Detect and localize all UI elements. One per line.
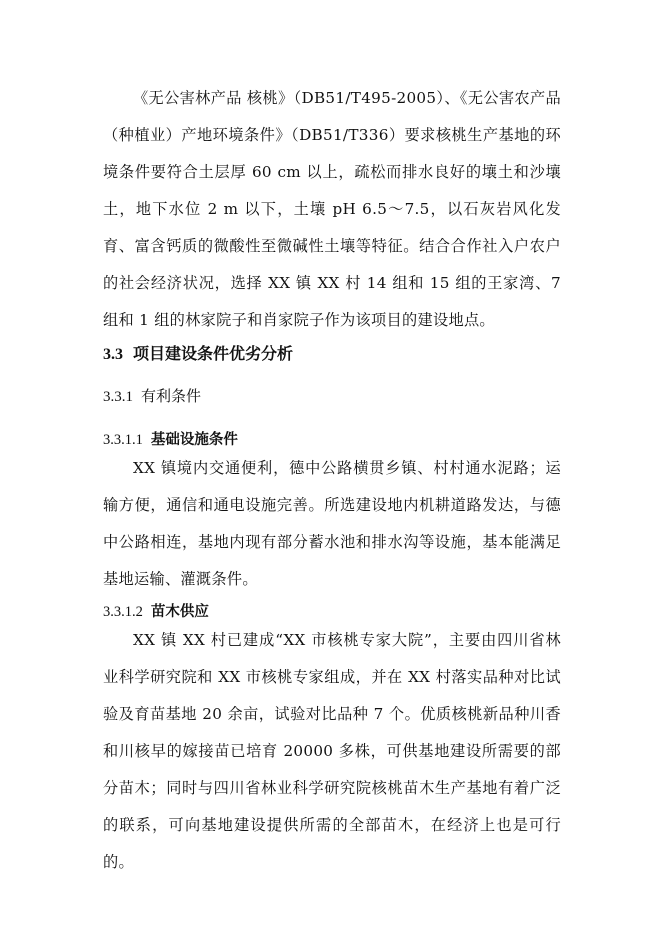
section-3-3-1-2-heading bbox=[103, 600, 209, 621]
seedling-supply-paragraph: XX 镇 XX 村已建成“XX 市核桃专家大院”，主要由四川省林业科学研究院和 XX 市核桃专家组成，并在 XX 村落实品种对比试验及育苗基地 20 余亩，试验对比品种 7 个。优质核桃新品种川香和川核早的嫁接苗已培育 20000 多株，可供基地建设所需要的部分苗木；同时与四川省林业科学研究院核桃苗木生产基地有着广泛的联系，可向基地建设提供所需的全部苗木，在经济上也是可行的。 bbox=[103, 631, 561, 871]
section-title: 有利条件 bbox=[141, 387, 202, 405]
section-title: 基础设施条件 bbox=[150, 432, 238, 448]
section-number: 3.3.1.1 bbox=[103, 432, 143, 448]
section-3-3-1-heading bbox=[103, 385, 201, 406]
section-title: 苗木供应 bbox=[150, 604, 209, 620]
section-number: 3.3 bbox=[103, 346, 123, 363]
section-3-3-1-1-heading bbox=[103, 428, 238, 449]
section-number: 3.3.1 bbox=[103, 389, 133, 405]
section-title: 项目建设条件优劣分析 bbox=[133, 344, 294, 363]
section-number: 3.3.1.2 bbox=[103, 604, 143, 620]
infrastructure-paragraph: XX 镇境内交通便利，德中公路横贯乡镇、村村通水泥路；运输方便，通信和通电设施完善。所选建设地内机耕道路发达，与德中公路相连，基地内现有部分蓄水池和排水沟等设施，基本能满足基地运输、灌溉条件。 bbox=[103, 459, 561, 588]
section-3-3-heading bbox=[103, 341, 293, 364]
intro-paragraph: 《无公害林产品 核桃》（DB51/T495-2005）、《无公害农产品（种植业）产地环境条件》（DB51/T336）要求核桃生产基地的环境条件要符合土层厚 60 cm 以上，疏松而排水良好的壤土和沙壤土，地下水位 2 m 以下，土壤 pH 6.5～7.5，以石灰岩风化发育、富含钙质的微酸性至微碱性土壤等特征。结合合作社入户农户的社会经济状况，选择 XX 镇 XX 村 14 组和 15 组的王家湾、7 组和 1 组的林家院子和肖家院子作为该项目的建设地点。 bbox=[103, 89, 561, 329]
